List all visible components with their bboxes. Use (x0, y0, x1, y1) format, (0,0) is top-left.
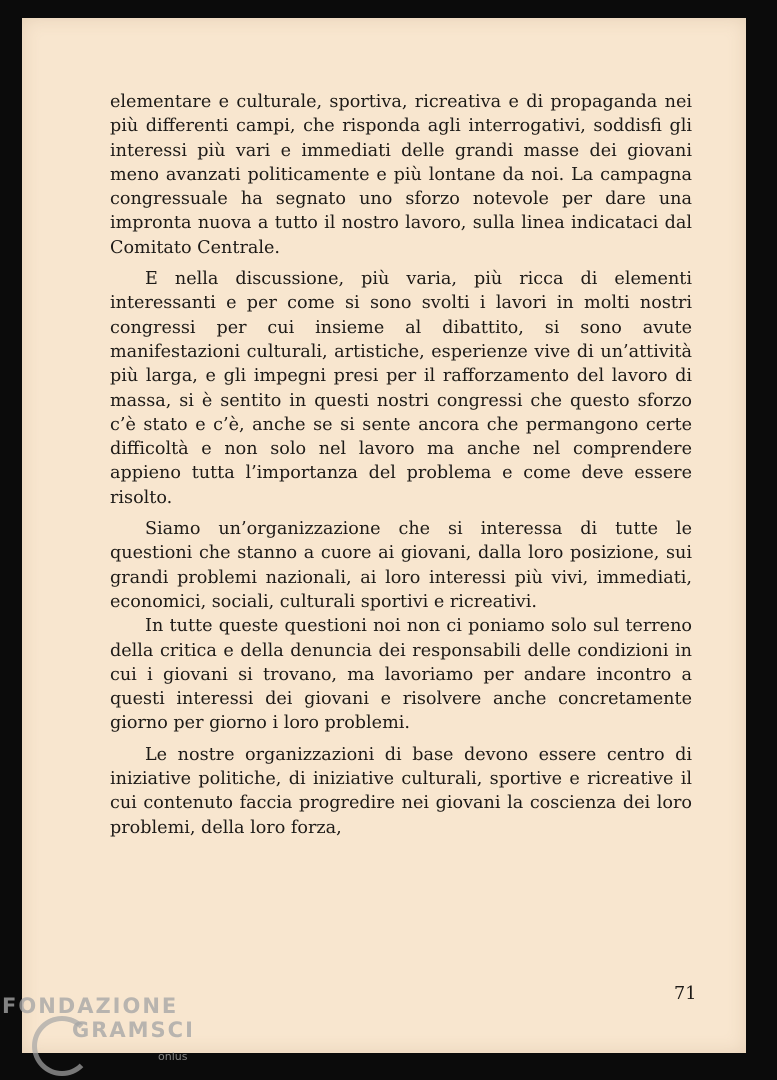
paragraph: E nella discussione, più varia, più ricca di elementi interessanti e per come si sono svolti i lavori in molti nostri congressi per cui insieme al dibattito, si sono avute manifestazioni culturali, artistiche, esperienze vive di un’attività più larga, e gli impegni presi per il rafforzamento del lavoro di massa, si è sentito in questi nostri congressi che questo sforzo c’è stato e c’è, anche se si sente ancora che permangono certe difficoltà e non solo nel lavoro ma anche nel comprendere appieno tutta l’importanza del problema e come deve essere risolto. (110, 269, 692, 508)
paragraph: In tutte queste questioni noi non ci poniamo solo sul terreno della critica e della denuncia dei responsabili delle condizioni in cui i giovani si trovano, ma lavoriamo per andare incontro a questi interessi dei giovani e risolvere anche concretamente giorno per giorno i loro problemi. (110, 616, 692, 734)
watermark-line2: GRAMSCI (72, 1018, 195, 1042)
watermark-line3: onlus (158, 1050, 188, 1063)
page-text (110, 90, 692, 840)
watermark-line1: FONDAZIONE (2, 994, 179, 1018)
paragraph: Siamo un’organizzazione che si interessa di tutte le questioni che stanno a cuore ai giovani, dalla loro posizione, sui grandi problemi nazionali, ai loro interessi più vivi, immediati, economici, sociali, culturali sportivi e ricreativi. (110, 519, 692, 612)
paragraph: Le nostre organizzazioni di base devono essere centro di iniziative politiche, di iniziative culturali, sportive e ricreative il cui contenuto faccia progredire nei giovani la coscienza dei loro problemi, della loro forza, (110, 744, 692, 838)
paragraph: elementare e culturale, sportiva, ricreativa e di propaganda nei più differenti campi, che risponda agli interrogativi, soddisfi gli interessi più vari e immediati delle grandi masse dei giovani meno avanzati politicamente e più lontane da noi. La campagna congressuale ha segnato uno sforzo notevole per dare una impronta nuova a tutto il nostro lavoro, sulla linea indicataci dal Comitato Centrale. (110, 92, 692, 258)
page-number: 71 (674, 984, 697, 1004)
book-page (22, 18, 746, 1053)
watermark-logo (2, 994, 212, 1076)
